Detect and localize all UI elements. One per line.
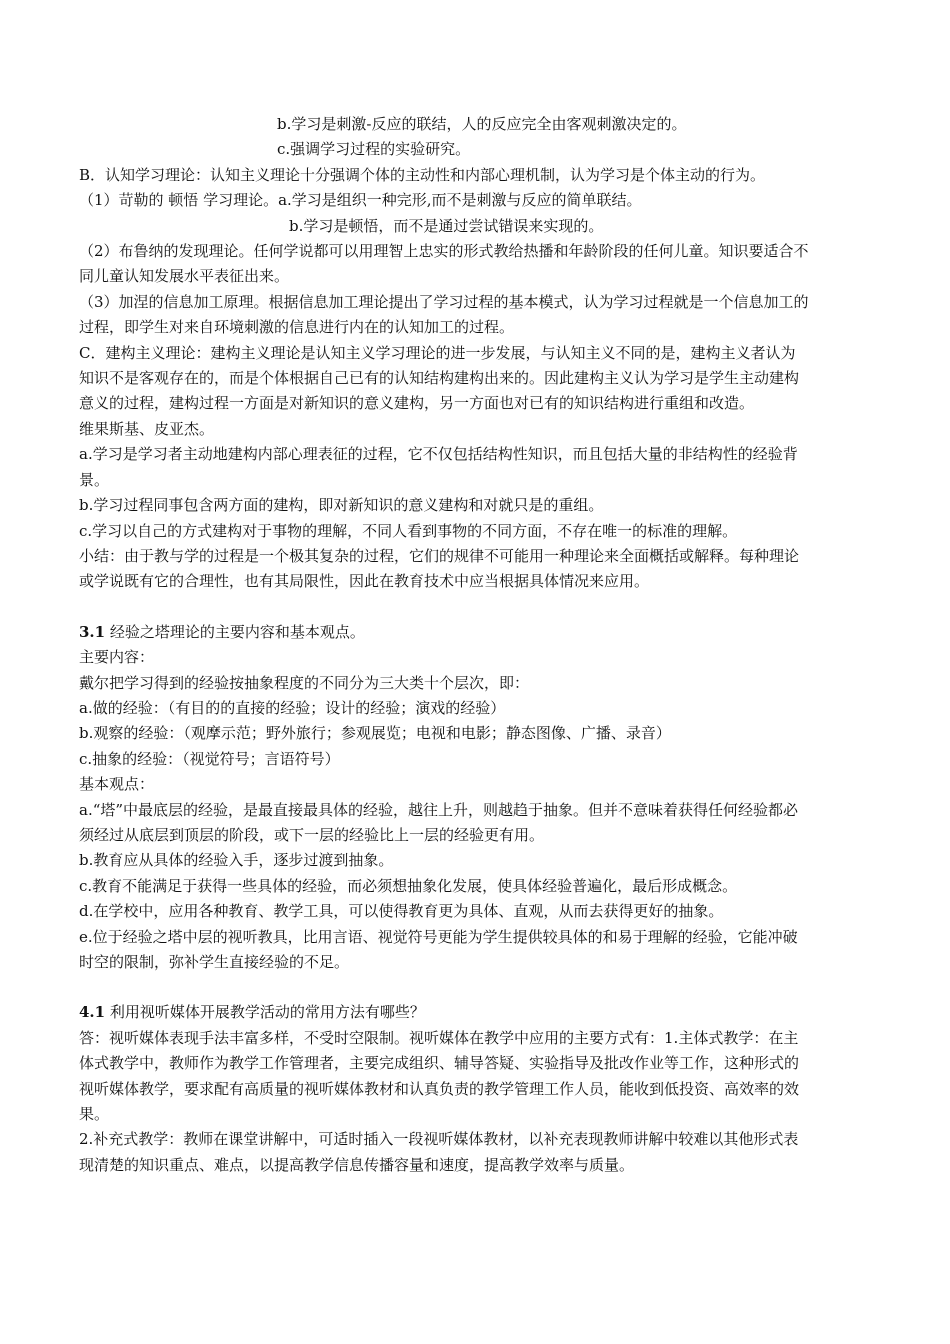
paragraph: 戴尔把学习得到的经验按抽象程度的不同分为三大类十个层次，即： (79, 673, 530, 692)
paragraph: b.学习是刺激-反应的联结，人的反应完全由客观刺激决定的。 (277, 115, 687, 133)
paragraph: c.学习以自己的方式建构对于事物的理解，不同人看到事物的不同方面，不存在唯一的标准的理解。 (79, 521, 738, 540)
paragraph: e.位于经验之塔中层的视听教具，比用言语、视觉符号更能为学生提供较具体的和易于理解的经验，它能冲破时空的限制，弥补学生直接经验的不足。 (79, 927, 798, 971)
paragraph: c.强调学习过程的实验研究。 (277, 140, 471, 159)
paragraph: C．建构主义理论：建构主义理论是认知主义学习理论的进一步发展，与认知主义不同的是，建构主义者认为知识不是客观存在的，而是个体根据自己已有的认知结构建构出来的。因此建构主义认为学习是学生主动建构意义的过程，建构过程一方面是对新知识的意义建构，另一方面也对已有的知识结构进行重组和改造。 (79, 343, 800, 413)
paragraph: d.在学校中，应用各种教育、教学工具，可以使得教育更为具体、直观，从而去获得更好的抽象。 (79, 902, 724, 921)
paragraph: 基本观点： (79, 775, 155, 794)
paragraph: 主要内容： (79, 648, 155, 667)
paragraph: b.观察的经验：（观摩示范；野外旅行；参观展览；电视和电影；静态图像、广播、录音） (79, 724, 671, 743)
paragraph: （1）苛勒的 顿悟 学习理论。a.学习是组织一种完形,而不是刺激与反应的简单联结。 (79, 191, 642, 210)
paragraph: b.教育应从具体的经验入手，逐步过渡到抽象。 (79, 851, 394, 870)
paragraph: 维果斯基、皮亚杰。 (79, 419, 215, 438)
document-body (79, 112, 809, 1178)
spacer (79, 595, 809, 620)
paragraph: b.学习过程同事包含两方面的建构，即对新知识的意义建构和对就只是的重组。 (79, 496, 604, 515)
section-heading (79, 1000, 809, 1025)
paragraph: a.“塔”中最底层的经验，是最直接最具体的经验，越往上升，则越趋于抽象。但并不意味着获得任何经验都必须经过从底层到顶层的阶段，或下一层的经验比上一层的经验更有用。 (79, 800, 799, 844)
paragraph: 2.补充式教学：教师在课堂讲解中，可适时插入一段视听媒体教材，以补充表现教师讲解中较难以其他形式表现清楚的知识重点、难点，以提高教学信息传播容量和速度，提高教学效率与质量。 (79, 1130, 799, 1174)
paragraph: 小结：由于教与学的过程是一个极其复杂的过程，它们的规律不可能用一种理论来全面概括或解释。每种理论或学说既有它的合理性，也有其局限性，因此在教育技术中应当根据具体情况来应用。 (79, 546, 800, 591)
section-number: 3.1 (79, 622, 106, 641)
section-title: 经验之塔理论的主要内容和基本观点。 (105, 622, 365, 641)
spacer (79, 975, 809, 1000)
paragraph: （3）加涅的信息加工原理。根据信息加工理论提出了学习过程的基本模式，认为学习过程就是一个信息加工的过程，即学生对来自环境刺激的信息进行内在的认知加工的过程。 (79, 292, 809, 337)
paragraph: a.做的经验：（有目的的直接的经验；设计的经验；演戏的经验） (79, 698, 506, 717)
paragraph: b.学习是顿悟，而不是通过尝试错误来实现的。 (289, 216, 604, 235)
section-heading (79, 620, 809, 645)
paragraph: 答：视听媒体表现手法丰富多样，不受时空限制。视听媒体在教学中应用的主要方式有：1.主体式教学：在主体式教学中，教师作为教学工作管理者，主要完成组织、辅导答疑、实验指导及批改作业等工作，这种形式的视听媒体教学，要求配有高质量的视听媒体教材和认真负责的教学管理工作人员，能收到低投资、高效率的效果。 (79, 1028, 800, 1124)
paragraph: c.教育不能满足于获得一些具体的经验，而必须想抽象化发展，使具体经验普遍化，最后形成概念。 (79, 876, 738, 895)
paragraph: （2）布鲁纳的发现理论。任何学说都可以用理智上忠实的形式教给热播和年龄阶段的任何儿童。知识要适合不同儿童认知发展水平表征出来。 (79, 242, 809, 286)
paragraph: B．认知学习理论：认知主义理论十分强调个体的主动性和内部心理机制，认为学习是个体主动的行为。 (79, 165, 766, 184)
section-number: 4.1 (79, 1003, 106, 1022)
paragraph: c.抽象的经验：（视觉符号；言语符号） (79, 749, 340, 768)
section-title: 利用视听媒体开展教学活动的常用方法有哪些？ (105, 1003, 425, 1022)
paragraph: a.学习是学习者主动地建构内部心理表征的过程，它不仅包括结构性知识，而且包括大量的非结构性的经验背景。 (79, 445, 798, 489)
